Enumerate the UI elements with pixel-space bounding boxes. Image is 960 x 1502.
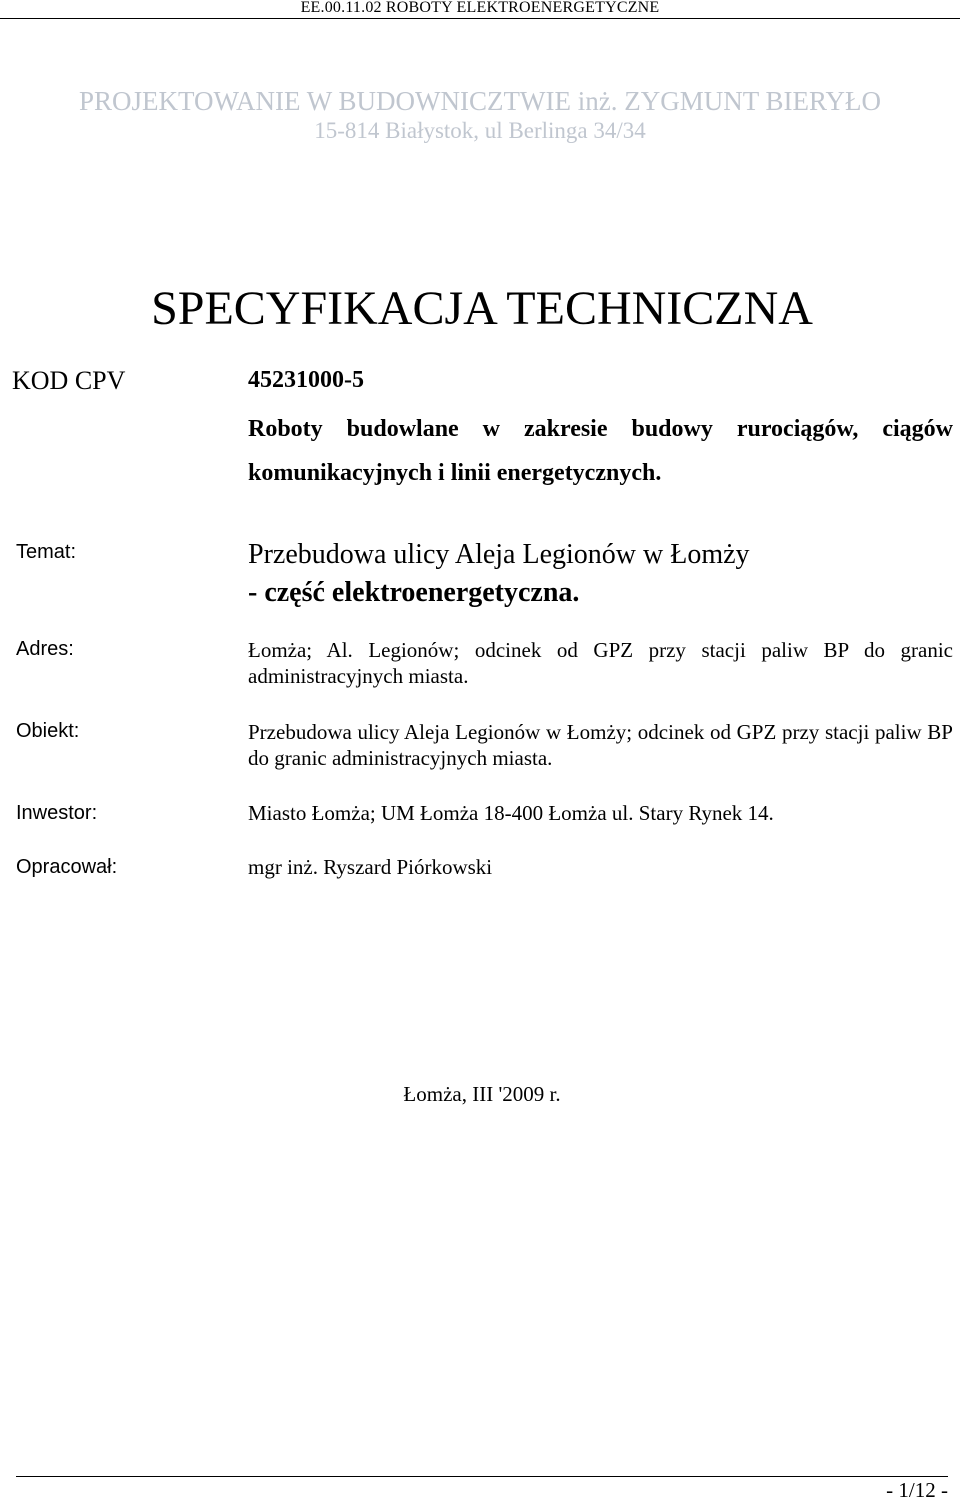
topic-value	[248, 536, 953, 612]
cpv-description: Roboty budowlane w zakresie budowy rurociągów, ciągów komunikacyjnych i linii energetycznych.	[248, 416, 953, 486]
address-value: Łomża; Al. Legionów; odcinek od GPZ przy stacji paliw BP do granic administracyjnych miasta.	[248, 638, 953, 688]
cpv-code: 45231000-5	[248, 367, 364, 393]
running-header	[0, 0, 960, 19]
page-number: - 1/12 -	[886, 1478, 948, 1502]
running-header-text: EE.00.11.02 ROBOTY ELEKTROENERGETYCZNE	[300, 0, 660, 16]
object-value: Przebudowa ulicy Aleja Legionów w Łomży; odcinek od GPZ przy stacji paliw BP do granic administracyjnych miasta.	[248, 720, 953, 770]
topic-value-line: Przebudowa ulicy Aleja Legionów w Łomży	[248, 539, 750, 570]
address-label: Adres:	[16, 638, 74, 660]
investor-label: Inwestor:	[16, 802, 98, 824]
cpv-label: KOD CPV	[12, 366, 126, 395]
page-footer	[16, 1476, 948, 1502]
author-value: mgr inż. Ryszard Piórkowski	[248, 855, 493, 879]
topic-value-bold-line: - część elektroenergetyczna.	[248, 577, 580, 608]
author-label: Opracował:	[16, 856, 118, 878]
topic-label: Temat:	[16, 541, 77, 563]
company-address: 15-814 Białystok, ul Berlinga 34/34	[314, 118, 646, 143]
document-title: SPECYFIKACJA TECHNICZNA	[151, 282, 813, 335]
investor-value: Miasto Łomża; UM Łomża 18-400 Łomża ul. Stary Rynek 14.	[248, 801, 774, 825]
company-name: PROJEKTOWANIE W BUDOWNICZTWIE inż. ZYGMUNT BIERYŁO	[79, 86, 881, 116]
place-date: Łomża, III '2009 r.	[403, 1082, 561, 1106]
object-label: Obiekt:	[16, 720, 80, 742]
